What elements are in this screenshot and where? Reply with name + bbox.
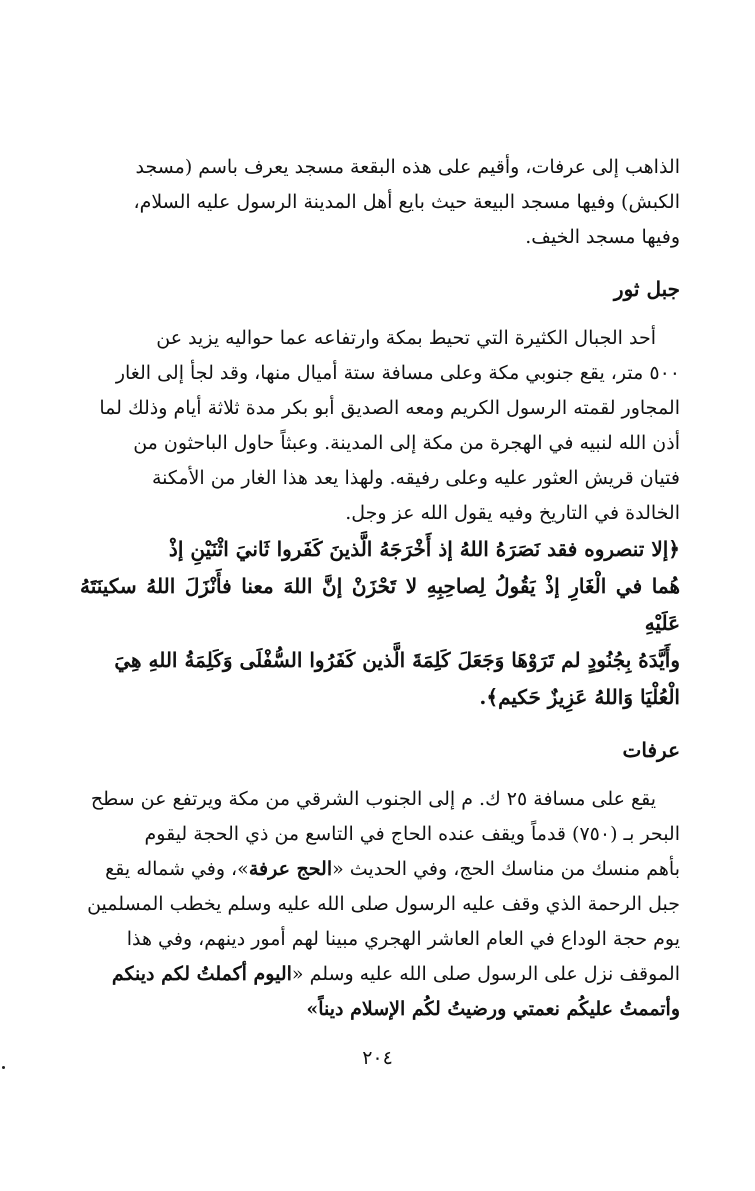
line: الذاهب إلى عرفات، وأقيم على هذه البقعة مسجد يعرف باسم (مسجد: [135, 156, 680, 178]
page-body: [80, 150, 680, 1027]
line: يقع على مسافة ٢٥ ك. م إلى الجنوب الشرقي من مكة ويرتفع عن سطح: [90, 788, 656, 810]
line: يوم حجة الوداع في العام العاشر الهجري مبينا لهم أمور دينهم، وفي هذا: [126, 928, 680, 950]
verse-line: ﴿إلا تنصروه فقد نَصَرَهُ اللهُ إذ أَخْرَجَهُ الَّذينَ كَفَروا ثَانيَ اثْنَيْنِ إذْ: [168, 537, 680, 561]
scan-speck: [2, 1066, 5, 1069]
hadith-quote: الحج عرفة: [248, 858, 333, 880]
verse-line: هُما في الْغَارِ إذْ يَقُولُ لِصاحِبِهِ لا تَحْزَنْ إنَّ اللهَ معنا فأَنْزَلَ اللهُ سكينَتَهُ عَلَيْهِ: [80, 574, 680, 635]
line: الخالدة في التاريخ وفيه يقول الله عز وجل.: [345, 502, 680, 524]
quran-verse: [80, 531, 680, 716]
line: المجاور لقمته الرسول الكريم ومعه الصديق أبو بكر مدة ثلاثة أيام وذلك لما: [99, 397, 680, 419]
verse-line: وأَيَّدَهُ بِجُنُودٍ لم تَرَوْهَا وَجَعَلَ كَلِمَةَ الَّذين كَفَرُوا السُّفْلَى وَكَلِمَةُ اللهِ هِيَ: [114, 648, 680, 672]
page-number: ٢٠٤: [362, 1047, 393, 1069]
line: ٥٠٠ متر، يقع جنوبي مكة وعلى مسافة ستة أميال منها، وقد لجأ إلى الغار: [115, 362, 680, 384]
line: الكبش) وفيها مسجد البيعة حيث بايع أهل المدينة الرسول عليه السلام،: [133, 191, 680, 213]
line: فتيان قريش العثور عليه وعلى رفيقه. ولهذا يعد هذا الغار من الأمكنة: [152, 467, 680, 489]
section-heading-jabal-thawr: جبل ثور: [613, 277, 680, 301]
line: أذن الله لنبيه في الهجرة من مكة إلى المدينة. وعبثاً حاول الباحثون من: [133, 432, 680, 454]
section-heading-arafat: عرفات: [622, 738, 680, 762]
line: جبل الرحمة الذي وقف عليه الرسول صلى الله عليه وسلم يخطب المسلمين: [87, 893, 680, 915]
paragraph-intro: [80, 150, 680, 255]
line: أحد الجبال الكثيرة التي تحيط بمكة وارتفاعه عما حواليه يزيد عن: [156, 327, 656, 349]
line: البحر بـ (٧٥٠) قدماً ويقف عنده الحاج في التاسع من ذي الحجة ليقوم: [144, 823, 680, 845]
line: وفيها مسجد الخيف.: [525, 226, 680, 248]
verse-quote-line: وأتممتُ عليكُم نعمتي ورضيتُ لكُم الإسلام ديناً»: [306, 998, 680, 1020]
verse-line: الْعُلْيَا وَاللهُ عَزِيزٌ حَكيم﴾.: [479, 685, 680, 709]
paragraph-jabal-thawr: [80, 321, 680, 531]
line-segment: »، وفي شماله يقع: [105, 858, 249, 880]
line-segment: بأهم منسك من مناسك الحج، وفي الحديث «: [332, 858, 680, 880]
line-segment: الموقف نزل على الرسول صلى الله عليه وسلم «: [291, 963, 680, 985]
paragraph-arafat: [80, 782, 680, 1027]
verse-quote: اليوم أكملتُ لكم دينكم: [111, 963, 292, 985]
